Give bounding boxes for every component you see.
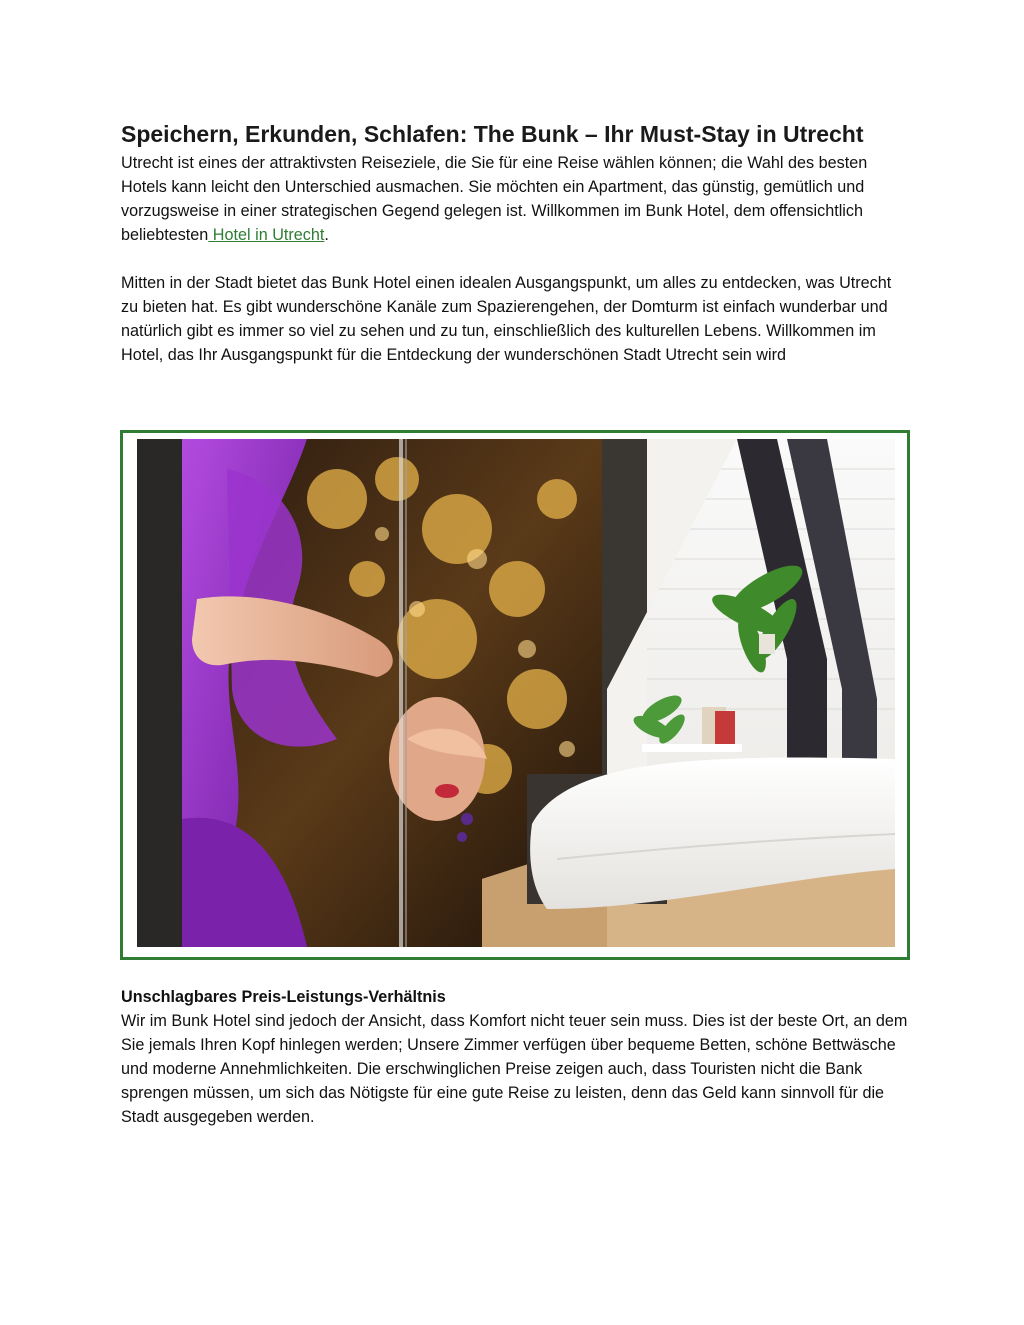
hotel-utrecht-link[interactable]: Hotel in Utrecht — [208, 226, 325, 244]
second-paragraph: Mitten in der Stadt bietet das Bunk Hotel einen idealen Ausgangspunkt, um alles zu entdecken, was Utrecht zu bieten hat. Es gibt wunderschöne Kanäle zum Spazierengehen, der Domturm ist einfach wunderbar und natürlich gibt es immer so viel zu sehen und zu tun, einschließlich des kulturellen Lebens. Willkommen im Hotel, das Ihr Ausgangspunkt für die Entdeckung der wunderschönen Stadt Utrecht sein wird — [121, 274, 892, 364]
hotel-room-photo — [137, 439, 895, 947]
intro-paragraph — [121, 151, 911, 247]
page-title: Speichern, Erkunden, Schlafen: The Bunk – Ihr Must-Stay in Utrecht — [121, 121, 864, 147]
hotel-room-figure — [120, 430, 910, 960]
intro-end: . — [324, 226, 329, 244]
intro-text: Utrecht ist eines der attraktivsten Reiseziele, die Sie für eine Reise wählen können; die Wahl des besten Hotels kann leicht den Unterschied ausmachen. Sie möchten ein Apartment, das günstig, gemütlich und vorzugsweise in einer strategischen Gegend gelegen ist. Willkommen im Bunk Hotel, dem offensichtlich beliebtesten — [121, 154, 868, 244]
article-top — [121, 118, 911, 367]
value-section — [121, 985, 911, 1129]
section-heading: Unschlagbares Preis-Leistungs-Verhältnis — [121, 988, 446, 1006]
section-body: Wir im Bunk Hotel sind jedoch der Ansicht, dass Komfort nicht teuer sein muss. Dies ist der beste Ort, an dem Sie jemals Ihren Kopf hinlegen werden; Unsere Zimmer verfügen über bequeme Betten, schöne Bettwäsche und moderne Annehmlichkeiten. Die erschwinglichen Preise zeigen auch, dass Touristen nicht die Bank sprengen müssen, um sich das Nötigste für eine gute Reise zu leisten, denn das Geld kann sinnvoll für die Stadt ausgegeben werden. — [121, 1012, 908, 1126]
